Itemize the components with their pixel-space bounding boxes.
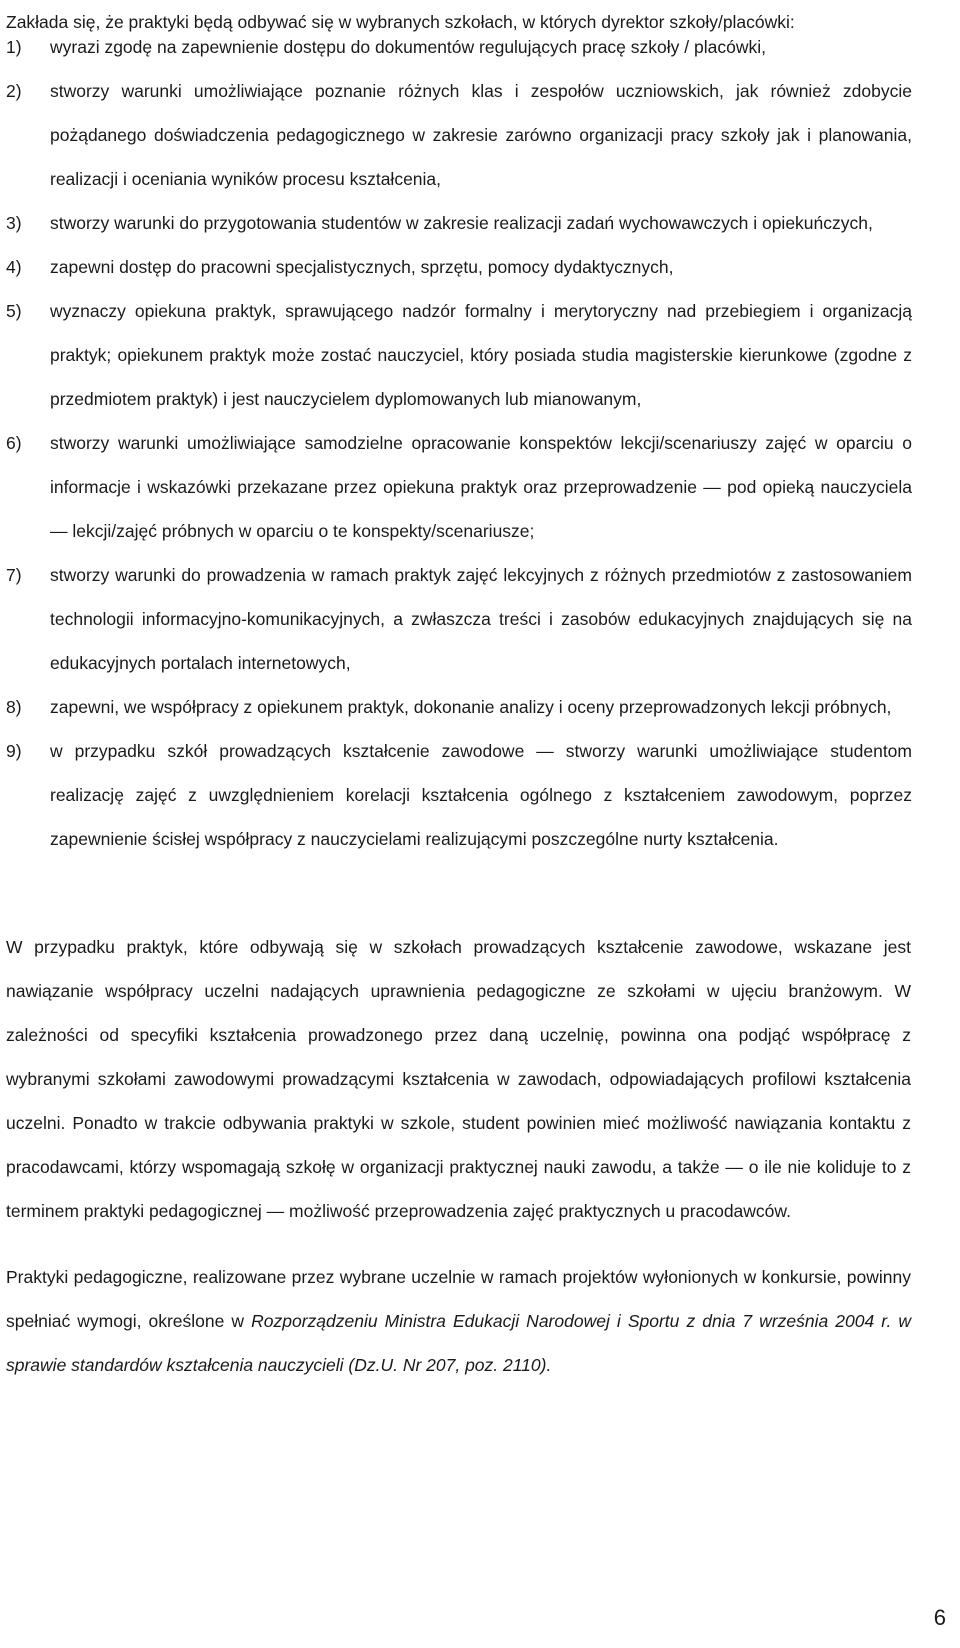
list-item <box>6 69 912 201</box>
list-item-text: zapewni, we współpracy z opiekunem praktyk, dokonanie analizy i oceny przeprowadzonych lekcji próbnych, <box>50 697 892 717</box>
list-item-text: stworzy warunki do prowadzenia w ramach praktyk zajęć lekcyjnych z różnych przedmiotów z zastosowaniem technologii informacyjno-komunikacyjnych, a zwłaszcza treści i zasobów edukacyjnych znajdujących się na edukacyjnych portalach internetowych, <box>50 565 912 673</box>
list-item <box>6 553 912 685</box>
list-item-text: wyrazi zgodę na zapewnienie dostępu do dokumentów regulujących pracę szkoły / placówki, <box>50 37 766 57</box>
list-item-text: w przypadku szkół prowadzących kształcenie zawodowe — stworzy warunki umożliwiające studentom realizację zajęć z uwzględnieniem korelacji kształcenia ogólnego z kształceniem zawodowym, poprzez zapewnienie ścisłej współpracy z nauczycielami realizującymi poszczególne nurty kształcenia. <box>50 741 912 849</box>
paragraph-regulation-text: Praktyki pedagogiczne, realizowane przez wybrane uczelnie w ramach projektów wyłonionych w konkursie, powinny spełniać wymogi, określone w <box>6 1267 911 1331</box>
list-item-text: stworzy warunki umożliwiające samodzielne opracowanie konspektów lekcji/scenariuszy zajęć w oparciu o informacje i wskazówki przekazane przez opiekuna praktyk oraz przeprowadzenie — pod opieką nauczyciela — lekcji/zajęć próbnych w oparciu o te konspekty/scenariusze; <box>50 433 912 541</box>
list-item-number: 1) <box>6 37 22 57</box>
list-item <box>6 245 912 289</box>
list-item <box>6 685 912 729</box>
paragraph-vocational-cooperation: W przypadku praktyk, które odbywają się w szkołach prowadzących kształcenie zawodowe, wskazane jest nawiązanie współpracy uczelni nadających uprawnienia pedagogiczne ze szkołami w ujęciu branżowym. W zależności od specyfiki kształcenia prowadzonego przez daną uczelnię, powinna ona podjąć współpracę z wybranymi szkołami zawodowymi prowadzącymi kształcenia w zawodach, odpowiadających profilowi kształcenia uczelni. Ponadto w trakcie odbywania praktyki w szkole, student powinien mieć możliwość nawiązania kontaktu z pracodawcami, którzy wspomagają szkołę w organizacji praktycznej nauki zawodu, a także — o ile nie koliduje to z terminem praktyki pedagogicznej — możliwość przeprowadzenia zajęć praktycznych u pracodawców. <box>6 937 911 1221</box>
list-item <box>6 25 912 69</box>
list-item <box>6 289 912 421</box>
intro-text: Zakłada się, że praktyki będą odbywać się w wybranych szkołach, w których dyrektor szkoły/placówki: <box>6 12 795 32</box>
list-item-number: 5) <box>6 301 22 321</box>
list-item <box>6 201 912 245</box>
list-item-number: 3) <box>6 213 22 233</box>
regulation-citation: Rozporządzeniu Ministra Edukacji Narodowej i Sportu z dnia 7 września 2004 r. w sprawie standardów kształcenia nauczycieli (Dz.U. Nr 207, poz. 2110). <box>6 1311 912 1375</box>
list-item-number: 2) <box>6 81 22 101</box>
list-item-text: stworzy warunki umożliwiające poznanie różnych klas i zespołów uczniowskich, jak również zdobycie pożądanego doświadczenia pedagogicznego w zakresie zarówno organizacji pracy szkoły jak i planowania, realizacji i oceniania wyników procesu kształcenia, <box>50 81 912 189</box>
list-item-number: 4) <box>6 257 22 277</box>
list-item-text: stworzy warunki do przygotowania studentów w zakresie realizacji zadań wychowawczych i opiekuńczych, <box>50 213 873 233</box>
conditions-list <box>6 25 912 861</box>
list-item-number: 6) <box>6 433 22 453</box>
list-item <box>6 729 912 861</box>
list-item-text: zapewni dostęp do pracowni specjalistycznych, sprzętu, pomocy dydaktycznych, <box>50 257 674 277</box>
page-number: 6 <box>933 1605 946 1630</box>
list-item-text: wyznaczy opiekuna praktyk, sprawującego nadzór formalny i merytoryczny nad przebiegiem i organizacją praktyk; opiekunem praktyk może zostać nauczyciel, który posiada studia magisterskie kierunkowe (zgodne z przedmiotem praktyk) i jest nauczycielem dyplomowanych lub mianowanym, <box>50 301 912 409</box>
list-item <box>6 421 912 553</box>
list-item-number: 9) <box>6 741 22 761</box>
paragraph-regulation <box>6 1255 911 1387</box>
list-item-number: 7) <box>6 565 22 585</box>
list-item-number: 8) <box>6 697 22 717</box>
